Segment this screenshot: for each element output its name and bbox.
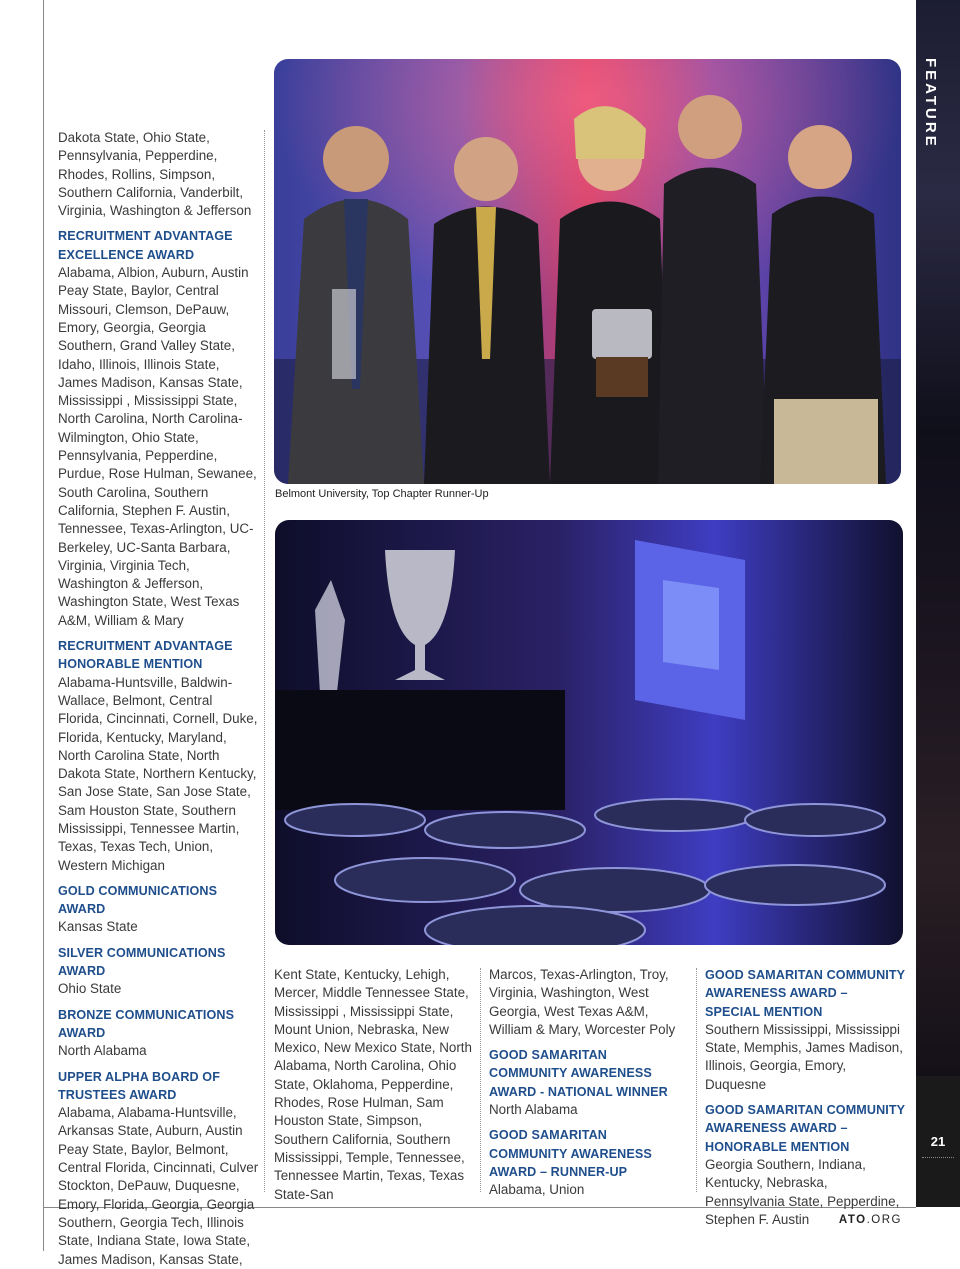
- award-heading: RECRUITMENT ADVANTAGE HONORABLE MENTION: [58, 639, 233, 672]
- text-column-2: [274, 966, 472, 1204]
- column1-intro: Dakota State, Ohio State, Pennsylvania, Pepperdine, Rhodes, Rollins, Simpson, Southern California, Vanderbilt, Virginia, Washington & Jefferson: [58, 130, 252, 219]
- award-heading: BRONZE COMMUNICATIONS AWARD: [58, 1007, 235, 1040]
- award-recipients: Georgia Southern, Indiana, Kentucky, Nebraska, Pennsylvania State, Pepperdine, Stephen F. Austin: [705, 1156, 900, 1227]
- award-heading: SILVER COMMUNICATIONS AWARD: [58, 945, 226, 979]
- award-recipients: Ohio State: [58, 981, 122, 997]
- award-heading: GOOD SAMARITAN COMMUNITY AWARENESS AWARD – RUNNER-UP: [489, 1128, 652, 1179]
- footer-brand-bold: ATO: [838, 1214, 867, 1226]
- column-divider: [480, 968, 481, 1192]
- award-recipients: Alabama-Huntsville, Baldwin-Wallace, Belmont, Central Florida, Cincinnati, Cornell, Duke, Florida, Kentucky, Maryland, North Carolina State, North Dakota State, Northern Kentucky, San Jose State, San Jose State, Sam Houston State, Southern Mississippi, Tennessee Martin, Texas, Texas Tech, Union, Western Michigan: [58, 674, 258, 873]
- column3-intro: Marcos, Texas-Arlington, Troy, Virginia, Washington, West Georgia, West Texas A&M, William & Mary, Worcester Poly: [489, 967, 676, 1037]
- award-recipients: Kansas State: [58, 919, 138, 935]
- award-recipients: Alabama, Albion, Auburn, Austin Peay State, Baylor, Central Missouri, Clemson, DePauw, Emory, Georgia, Georgia Southern, Grand Valley State, Idaho, Illinois, Illinois State, James Madison, Kansas State, Mississippi , Mississippi State, North Carolina, North Carolina-Wilmington, Ohio State, Pennsylvania, Pepperdine, Purdue, Rose Hulman, Sewanee, South Carolina, Southern California, Stephen F. Austin, Tennessee, Texas-Arlington, UC-Berkeley, UC-Santa Barbara, Virginia, Virginia Tech, Washington & Jefferson, Washington State, West Texas A&M, William & Mary: [58, 265, 257, 628]
- top-photo-belmont-group: [274, 59, 901, 484]
- section-label: FEATURE: [922, 58, 939, 149]
- column2-body: Kent State, Kentucky, Lehigh, Mercer, Middle Tennessee State, Mississippi , Mississippi State, Mount Union, Nebraska, New Mexico, New Mexico State, North Alabama, North Carolina, Ohio State, Oklahoma, Pepperdine, Rhodes, Rose Hulman, Sam Houston State, Simpson, Southern California, Southern Mississippi, Temple, Tennessee, Tennessee Martin, Texas, Texas State-San: [274, 967, 472, 1202]
- bottom-photo-trophy-table: [275, 520, 903, 945]
- page-number: 21: [930, 1134, 946, 1149]
- text-column-3: [489, 966, 687, 1200]
- footer-brand: [839, 1214, 902, 1226]
- text-column-4: [705, 966, 905, 1229]
- column-divider: [696, 968, 697, 1192]
- award-recipients: North Alabama: [58, 1043, 147, 1059]
- award-recipients: Alabama, Union: [489, 1182, 585, 1198]
- award-heading: GOOD SAMARITAN COMMUNITY AWARENESS AWARD - NATIONAL WINNER: [489, 1048, 668, 1099]
- award-heading: UPPER ALPHA BOARD OF TRUSTEES AWARD: [58, 1069, 220, 1102]
- page-number-divider: [922, 1157, 954, 1158]
- column-divider: [264, 130, 265, 1192]
- award-recipients: Alabama, Alabama-Huntsville, Arkansas State, Auburn, Austin Peay State, Baylor, Belmont, Central Florida, Cincinnati, Culver Stockton, DePauw, Duquesne, Emory, Florida, Georgia, Georgia Southern, Georgia Tech, Illinois State, Indiana State, Iowa State, James Madison, Kansas State,: [58, 1105, 259, 1267]
- award-heading: GOOD SAMARITAN COMMUNITY AWARENESS AWARD – HONORABLE MENTION: [705, 1103, 905, 1154]
- award-heading: GOLD COMMUNICATIONS AWARD: [58, 883, 218, 917]
- award-heading: RECRUITMENT ADVANTAGE EXCELLENCE AWARD: [58, 229, 233, 262]
- text-column-1: [58, 129, 260, 1269]
- left-margin-rule: [43, 0, 44, 1251]
- footer-brand-suffix: .ORG: [866, 1214, 902, 1226]
- award-heading: GOOD SAMARITAN COMMUNITY AWARENESS AWARD – SPECIAL MENTION: [705, 968, 905, 1019]
- sidebar-photo-strip: [916, 0, 960, 1076]
- section-sidebar: [916, 0, 960, 1251]
- award-recipients: Southern Mississippi, Mississippi State, Memphis, James Madison, Illinois, Georgia, Emory, Duquesne: [705, 1021, 903, 1092]
- award-recipients: North Alabama: [489, 1102, 578, 1118]
- top-photo-caption: Belmont University, Top Chapter Runner-Up: [275, 488, 489, 500]
